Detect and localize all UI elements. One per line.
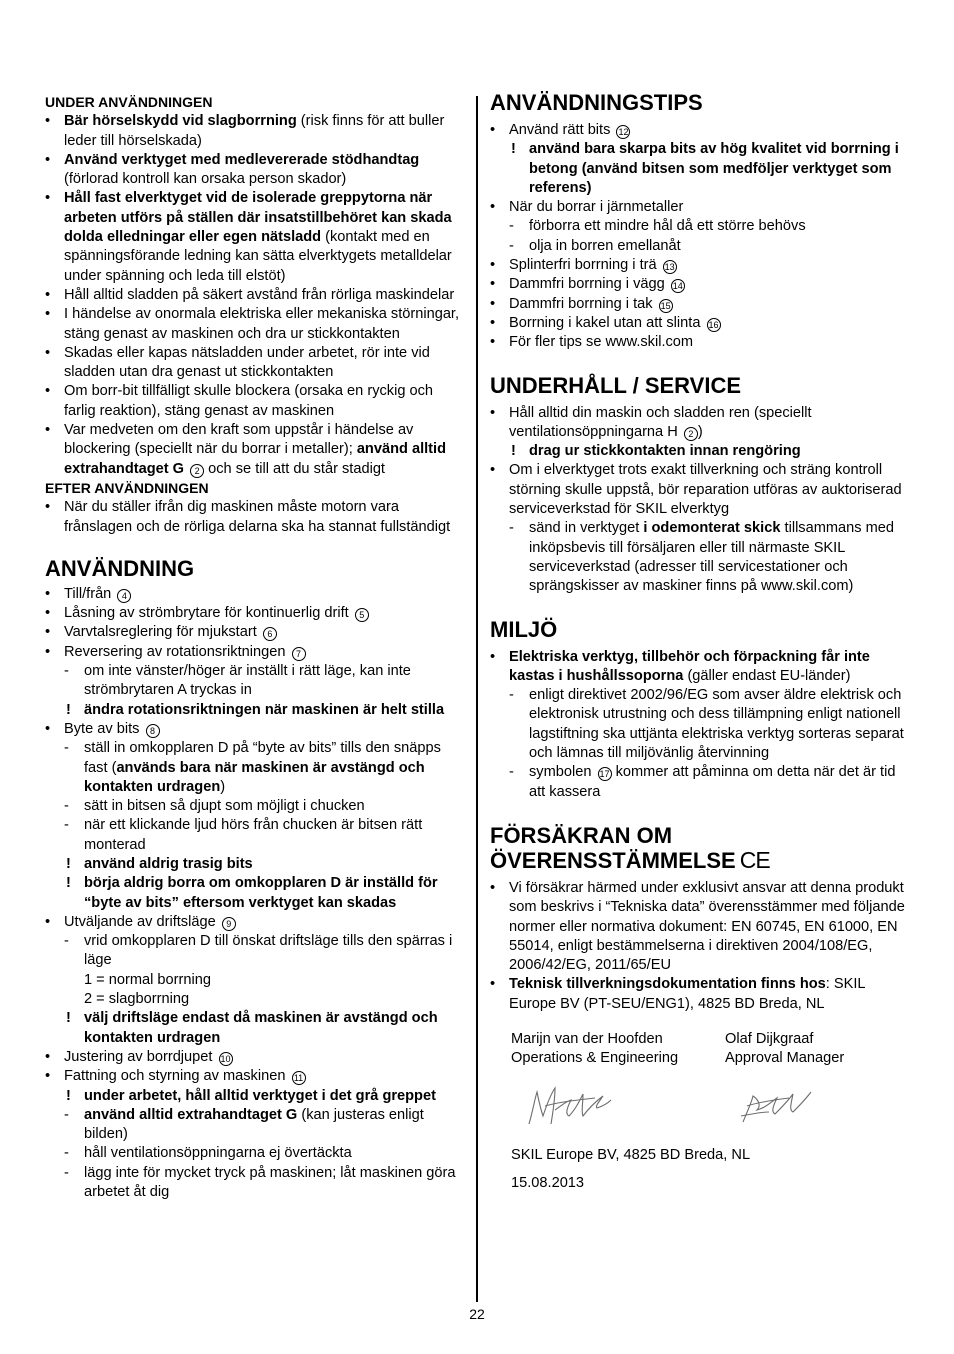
list-item: • Skadas eller kapas nätsladden under arbetet, rör inte vid sladden utan dra genast ut stickkontakten	[45, 344, 465, 383]
warning-item: ! börja aldrig borra om omkopplaren D är inställd för “byte av bits” eftersom verktyget kan skadas	[45, 874, 465, 913]
figure-ref-number: 15	[660, 300, 671, 311]
figure-ref-number: 17	[599, 769, 610, 780]
warning-item: ! under arbetet, håll alltid verktyget i det grå greppet	[45, 1087, 465, 1106]
company-address: SKIL Europe BV, 4825 BD Breda, NL	[511, 1147, 751, 1163]
figure-ref-number: 5	[355, 608, 369, 622]
figure-ref-number: 6	[263, 627, 277, 641]
list-item: • Använd rätt bits 12	[490, 121, 912, 140]
list-item: • När du ställer ifrån dig maskinen måste motorn vara frånslagen och de rörliga delarna ska ha stannat fullständigt	[45, 498, 465, 537]
page-number: 22	[469, 1306, 485, 1322]
figure-ref-number: 8	[146, 724, 160, 738]
warning-item: ! använd bara skarpa bits av hög kvalitet vid borrning i betong (använd bitsen som medföljer verktyget som referens)	[490, 140, 912, 198]
list-item: • Om borr-bit tillfälligt skulle blockera (orsaka en ryckig och farlig reaktion), stäng genast av maskinen	[45, 382, 465, 421]
sub-item: - ställ in omkopplaren D på “byte av bits” tills den snäpps fast (används bara när maskinen är avstängd och kontakten urdragen)	[45, 739, 465, 797]
sub-item: - enligt direktivet 2002/96/EG som avser äldre elektrisk och elektronisk utrustning och dess tillämpning enligt nationell lagstiftning ska uttjänta elektriska verktyg sorteras separat och lämnas till miljövänlig återvinning	[490, 686, 912, 763]
section-heading-service: UNDERHÅLL / SERVICE	[490, 372, 742, 398]
list-item: • Justering av borrdjupet 10	[45, 1048, 465, 1067]
sub-item: - olja in borren emellanåt	[490, 237, 912, 256]
list-item: • I händelse av onormala elektriska eller mekaniska störningar, stäng genast av maskinen och dra ur stickkontakten	[45, 305, 465, 344]
under-heading: UNDER ANVÄNDNINGEN	[45, 94, 213, 110]
list-item: • Bär hörselskydd vid slagborrning (risk finns för att buller leder till hörselskada)	[45, 112, 465, 151]
list-item: • Låsning av strömbrytare för kontinuerlig drift 5	[45, 604, 465, 623]
figure-ref-number: 12	[618, 127, 629, 137]
warning-item: ! välj driftsläge endast då maskinen är avstängd och kontakten urdragen	[45, 1009, 465, 1048]
list-item: • Splinterfri borrning i trä 13	[490, 256, 912, 275]
declaration-date: 15.08.2013	[511, 1175, 585, 1191]
list-item: • Reversering av rotationsriktningen 7	[45, 643, 465, 662]
warning-item: ! ändra rotationsriktningen när maskinen är helt stilla	[45, 701, 465, 720]
list-item: • Var medveten om den kraft som uppstår i händelse av blockering (speciellt när du borrar i metaller); använd alltid extrahandtaget G 2 och se till att du står stadigt	[45, 421, 465, 479]
list-item: • Dammfri borrning i vägg 14	[490, 275, 912, 294]
list-item: • Om i elverktyget trots exakt tillverkning och sträng kontroll störning skulle uppstå, bör reparation utföras av auktoriserad serviceverkstad för SKIL elverktyg	[490, 461, 912, 519]
figure-ref-number: 14	[672, 281, 683, 292]
warning-item: ! drag ur stickkontakten innan rengöring	[490, 442, 912, 461]
list-item: • När du borrar i järnmetaller	[490, 198, 912, 217]
section-heading-anvandning: ANVÄNDNING	[45, 555, 195, 581]
section-heading-miljo: MILJÖ	[490, 616, 558, 642]
signature-1-icon	[525, 1080, 615, 1130]
list-item: • Håll fast elverktyget vid de isolerade greppytorna när arbeten utförs på ställen där insatstillbehöret kan skada dolda elledningar eller egen nätsladd (kontakt med en spänningsförande ledning kan sätta elverktygets metalldelar under spänning och leda till elstöt)	[45, 189, 465, 285]
list-item: • Använd verktyget med medlevererade stödhandtag (förlorad kontroll kan orsaka person skador)	[45, 151, 465, 190]
list-item: • För fler tips se www.skil.com	[490, 333, 912, 352]
sub-item: - om inte vänster/höger är inställt i rätt läge, kan inte strömbrytaren A tryckas in	[45, 662, 465, 701]
figure-ref-number: 7	[292, 647, 306, 661]
sub-item: - symbolen 17 kommer att påminna om detta när det är tid att kassera	[490, 763, 912, 802]
right-column	[490, 90, 912, 1014]
signer-1: Marijn van der Hoofden Operations & Engineering	[511, 1031, 679, 1067]
list-item: • Till/från 4	[45, 585, 465, 604]
figure-ref-number: 2	[190, 464, 204, 478]
figure-ref-number: 2	[684, 427, 698, 441]
list-item: • Vi försäkrar härmed under exklusivt ansvar att denna produkt som beskrivs i “Tekniska data” överensstämmer med följande normer eller normativa dokument: EN 60745, EN 61000, EN 55014, enligt bestämmelserna i direktiven 2004/108/EG, 2006/42/EG, 2011/65/EU	[490, 879, 912, 975]
left-column	[45, 93, 465, 1202]
figure-ref-number: 16	[708, 319, 719, 330]
figure-ref-number: 10	[220, 1053, 231, 1064]
figure-ref-number: 11	[292, 1071, 306, 1085]
list-item: • Borrning i kakel utan att slinta 16	[490, 314, 912, 333]
section-heading-tips: ANVÄNDNINGSTIPS	[490, 90, 703, 115]
sub-item: - håll ventilationsöppningarna ej övertäckta	[45, 1144, 465, 1163]
list-item: • Håll alltid din maskin och sladden ren (speciellt ventilationsöppningarna H 2 )	[490, 404, 912, 443]
sub-item: - lägg inte för mycket tryck på maskinen; låt maskinen göra arbetet åt dig	[45, 1164, 465, 1203]
ce-mark-icon: CE	[739, 846, 770, 873]
list-item: • Fattning och styrning av maskinen 11	[45, 1067, 465, 1086]
mode-line: 2 = slagborrning	[84, 991, 190, 1008]
list-item: • Elektriska verktyg, tillbehör och förpackning får inte kastas i hushållssoporna (gäller endast EU-länder)	[490, 648, 912, 687]
efter-heading: EFTER ANVÄNDNINGEN	[45, 479, 209, 496]
signer-2: Olaf Dijkgraaf Approval Manager	[725, 1031, 845, 1067]
sub-item: - använd alltid extrahandtaget G (kan justeras enligt bilden)	[45, 1106, 465, 1145]
figure-ref-number: 13	[664, 262, 675, 273]
list-item: • Dammfri borrning i tak 15	[490, 295, 912, 314]
sub-item: - sänd in verktyget i odemonterat skick tillsammans med inköpsbevis till försäljaren eller till närmaste SKIL serviceverkstad (adresser till servicestationer och sprängskisser av maskiner finns på www.skil.com)	[490, 519, 912, 596]
section-heading-forsakran: FÖRSÄKRAN OM ÖVERENSSTÄMMELSE CE	[490, 822, 770, 873]
list-item: • Håll alltid sladden på säkert avstånd från rörliga maskindelar	[45, 286, 465, 305]
list-item: • Byte av bits 8	[45, 720, 465, 739]
list-item: • Teknisk tillverkningsdokumentation finns hos: SKIL Europe BV (PT-SEU/ENG1), 4825 BD Breda, NL	[490, 975, 912, 1014]
sub-item: - sätt in bitsen så djupt som möjligt i chucken	[45, 797, 465, 816]
sub-item: - förborra ett mindre hål då ett större behövs	[490, 217, 912, 236]
list-item: • Varvtalsreglering för mjukstart 6	[45, 623, 465, 642]
list-item: • Utväljande av driftsläge 9	[45, 913, 465, 932]
signature-2-icon	[737, 1082, 817, 1128]
mode-line: 1 = normal borrning	[84, 971, 211, 988]
figure-ref-number: 4	[117, 589, 131, 603]
sub-item: - när ett klickande ljud hörs från chucken är bitsen rätt monterad	[45, 816, 465, 855]
figure-ref-number: 9	[222, 917, 236, 931]
sub-item: - vrid omkopplaren D till önskat driftsläge tills den spärras i läge	[45, 932, 465, 971]
column-divider	[476, 96, 478, 1302]
warning-item: ! använd aldrig trasig bits	[45, 855, 465, 874]
